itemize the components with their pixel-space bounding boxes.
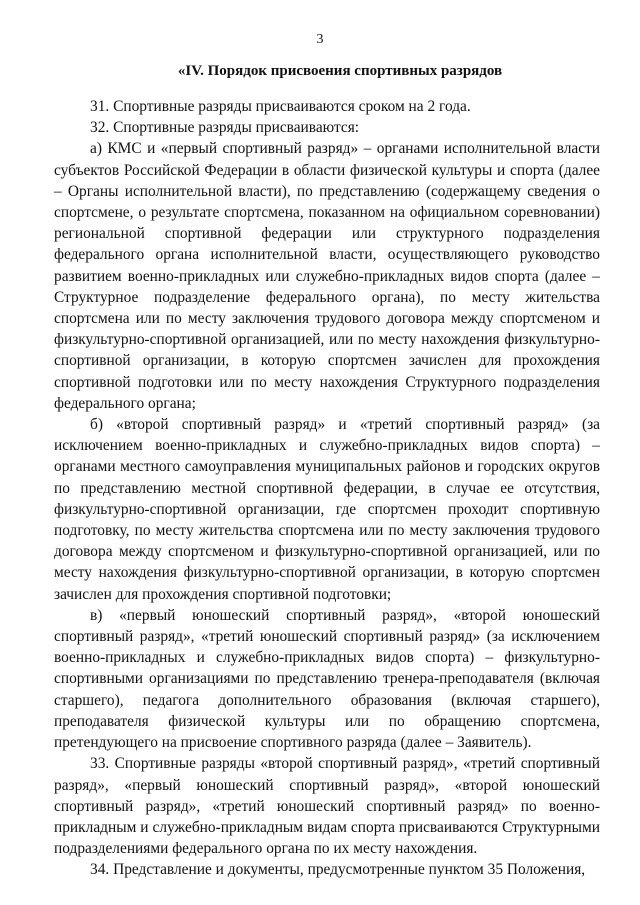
section-heading: «IV. Порядок присвоения спортивных разрядов bbox=[177, 63, 503, 79]
paragraph-32-a: а) КМС и «первый спортивный разряд» – органами исполнительной власти субъектов Российской Федерации в области физической культуры и спорта (далее – Органы исполнительной власти), по представлению (содержащему сведения о спортсмене, о результате спортсмена, показанном на официальном соревновании) региональной спортивной федерации или структурного подразделения федерального органа исполнительной власти, осуществляющего руководство развитием военно-прикладных или служебно-прикладных видов спорта (далее – Структурное подразделение федерального органа), по месту жительства спортсмена или по месту заключения трудового договора между спортсменом и физкультурно-спортивной организацией, или по месту нахождения физкультурно-спортивной организации, в которую спортсмен зачислен для прохождения спортивной подготовки или по месту нахождения Структурного подразделения федерального органа; bbox=[54, 140, 600, 412]
paragraph-32-v: в) «первый юношеский спортивный разряд», «второй юношеский спортивный разряд», «третий юношеский спортивный разряд» (за исключением военно-прикладных и служебно-прикладных видов спорта) – физкультурно-спортивными организациями по представлению тренера-преподавателя (включая старшего), педагога дополнительного образования (включая старшего), преподавателя физической культуры или по обращению спортсмена, претендующего на присвоение спортивного разряда (далее – Заявитель). bbox=[54, 606, 600, 752]
document-body bbox=[54, 96, 600, 881]
page-number: 3 bbox=[316, 32, 324, 47]
paragraph-34: 34. Представление и документы, предусмотренные пунктом 35 Положения, bbox=[90, 861, 586, 879]
paragraph-31: 31. Спортивные разряды присваиваются сроком на 2 года. bbox=[90, 98, 471, 115]
paragraph-32: 32. Спортивные разряды присваиваются: bbox=[90, 119, 360, 137]
paragraph-32-b: б) «второй спортивный разряд» и «третий спортивный разряд» (за исключением военно-прикладных и служебно-прикладных видов спорта) – органами местного самоуправления муниципальных районов и городских округов по представлению местной спортивной федерации, в случае ее отсутствия, физкультурно-спортивной организации, где спортсмен проходит спортивную подготовку, по месту жительства спортсмена или по месту заключения трудового договора между спортсменом и физкультурно-спортивной организацией, или по месту нахождения физкультурно-спортивной организации, в которую спортсмен зачислен для прохождения спортивной подготовки; bbox=[54, 416, 600, 603]
paragraph-33: 33. Спортивные разряды «второй спортивный разряд», «третий спортивный разряд», «первый юношеский спортивный разряд», «второй юношеский спортивный разряд», «третий юношеский спортивный разряд» по военно-прикладным и служебно-прикладным видам спорта присваиваются Структурными подразделениями федерального органа по их месту нахождения. bbox=[54, 755, 600, 858]
